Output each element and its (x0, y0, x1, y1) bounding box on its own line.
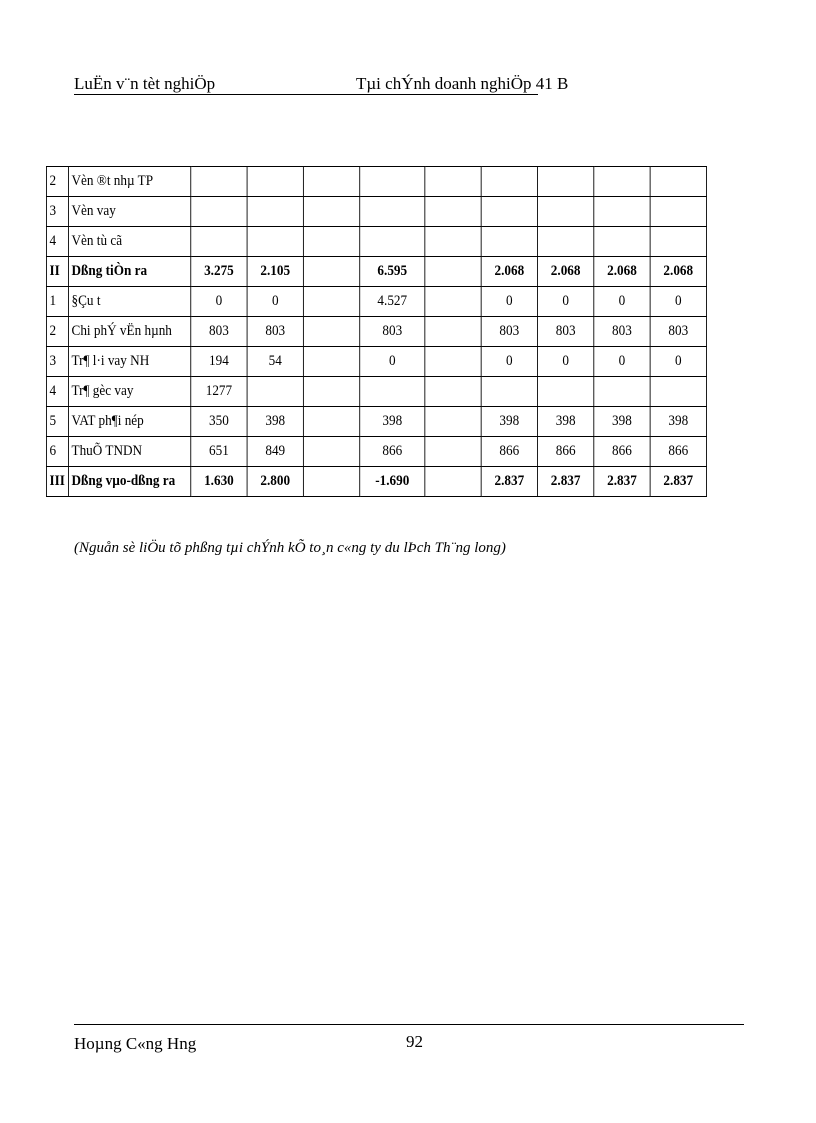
value-cell (650, 197, 706, 227)
value-cell: 803 (537, 317, 593, 347)
value-cell: 2.105 (247, 257, 303, 287)
value-cell (425, 407, 481, 437)
row-item-cell: ThuÕ TNDN (68, 437, 190, 467)
row-number-cell: 6 (46, 437, 68, 467)
value-cell (594, 227, 650, 257)
value-cell: 0 (537, 347, 593, 377)
value-cell (537, 167, 593, 197)
table-row (46, 317, 706, 347)
value-cell (425, 377, 481, 407)
table-row (46, 227, 706, 257)
value-cell: 350 (191, 407, 247, 437)
value-cell (303, 347, 359, 377)
table-row (46, 347, 706, 377)
row-item-cell: §Çu t (68, 287, 190, 317)
value-cell: 398 (594, 407, 650, 437)
value-cell (247, 227, 303, 257)
value-cell (425, 467, 481, 497)
value-cell: 6.595 (360, 257, 425, 287)
value-cell (481, 227, 537, 257)
value-cell: 1.630 (191, 467, 247, 497)
value-cell: 651 (191, 437, 247, 467)
value-cell: 866 (360, 437, 425, 467)
row-item-cell: Chi phÝ vËn hµnh (68, 317, 190, 347)
value-cell (425, 347, 481, 377)
value-cell: 398 (360, 407, 425, 437)
table-row (46, 437, 706, 467)
value-cell: 398 (650, 407, 706, 437)
row-number-cell: 4 (46, 377, 68, 407)
value-cell: 0 (594, 347, 650, 377)
row-number-cell: 3 (46, 197, 68, 227)
value-cell: 2.837 (594, 467, 650, 497)
value-cell (247, 167, 303, 197)
value-cell (481, 197, 537, 227)
value-cell: 0 (481, 347, 537, 377)
value-cell (650, 377, 706, 407)
value-cell: 0 (650, 287, 706, 317)
row-item-cell: Vèn tù cã (68, 227, 190, 257)
value-cell: 2.068 (537, 257, 593, 287)
table-row (46, 377, 706, 407)
value-cell (594, 197, 650, 227)
value-cell (191, 167, 247, 197)
value-cell (594, 167, 650, 197)
value-cell: 2.068 (594, 257, 650, 287)
row-item-cell: Dßng vµo-dßng ra (68, 467, 190, 497)
value-cell: 398 (481, 407, 537, 437)
value-cell: 2.837 (650, 467, 706, 497)
value-cell (360, 197, 425, 227)
value-cell: 2.837 (481, 467, 537, 497)
value-cell: 0 (650, 347, 706, 377)
value-cell (425, 317, 481, 347)
value-cell: 4.527 (360, 287, 425, 317)
table-body (46, 167, 706, 497)
value-cell (303, 227, 359, 257)
value-cell (247, 197, 303, 227)
row-number-cell: 2 (46, 167, 68, 197)
value-cell (303, 437, 359, 467)
value-cell (650, 227, 706, 257)
footer-rule (74, 1024, 744, 1025)
value-cell (303, 467, 359, 497)
value-cell (481, 377, 537, 407)
value-cell (360, 377, 425, 407)
row-number-cell: 1 (46, 287, 68, 317)
value-cell: 194 (191, 347, 247, 377)
value-cell: 0 (594, 287, 650, 317)
table-row (46, 287, 706, 317)
value-cell: 1277 (191, 377, 247, 407)
source-note: (Nguån sè liÖu tõ phßng tµi chÝnh kÕ to¸n c«ng ty du lÞch Th¨ng long) (74, 540, 506, 556)
row-number-cell: 4 (46, 227, 68, 257)
row-item-cell: Dßng tiÒn ra (68, 257, 190, 287)
value-cell (303, 377, 359, 407)
value-cell: 3.275 (191, 257, 247, 287)
value-cell: 803 (360, 317, 425, 347)
value-cell: 803 (594, 317, 650, 347)
value-cell (191, 227, 247, 257)
value-cell (360, 227, 425, 257)
value-cell: 803 (247, 317, 303, 347)
value-cell: 2.068 (650, 257, 706, 287)
value-cell: 866 (594, 437, 650, 467)
row-number-cell: 3 (46, 347, 68, 377)
value-cell (425, 287, 481, 317)
value-cell (537, 227, 593, 257)
value-cell: -1.690 (360, 467, 425, 497)
value-cell (191, 197, 247, 227)
table-row (46, 467, 706, 497)
row-item-cell: VAT ph¶i nép (68, 407, 190, 437)
row-number-cell: III (46, 467, 68, 497)
value-cell: 0 (481, 287, 537, 317)
table-row (46, 257, 706, 287)
value-cell: 866 (481, 437, 537, 467)
value-cell: 866 (537, 437, 593, 467)
value-cell (425, 437, 481, 467)
cash-flow-table (46, 166, 707, 497)
value-cell (650, 167, 706, 197)
value-cell (303, 257, 359, 287)
value-cell: 398 (537, 407, 593, 437)
value-cell (425, 167, 481, 197)
value-cell (425, 257, 481, 287)
value-cell: 803 (650, 317, 706, 347)
header-right-title: Tµi chÝnh doanh nghiÖp 41 B (356, 74, 569, 93)
value-cell: 2.837 (537, 467, 593, 497)
value-cell (537, 197, 593, 227)
value-cell: 2.800 (247, 467, 303, 497)
value-cell (594, 377, 650, 407)
value-cell: 0 (537, 287, 593, 317)
value-cell (481, 167, 537, 197)
row-item-cell: Tr¶ l·i vay NH (68, 347, 190, 377)
value-cell: 803 (191, 317, 247, 347)
value-cell (360, 167, 425, 197)
value-cell: 803 (481, 317, 537, 347)
value-cell: 849 (247, 437, 303, 467)
value-cell: 0 (191, 287, 247, 317)
value-cell (303, 287, 359, 317)
row-item-cell: Vèn ®t nhµ TP (68, 167, 190, 197)
footer-author: Hoµng C«ng Hng (74, 1034, 197, 1053)
header-left-title: LuËn v¨n tèt nghiÖp (74, 74, 216, 93)
row-number-cell: II (46, 257, 68, 287)
table-row (46, 197, 706, 227)
row-item-cell: Tr¶ gèc vay (68, 377, 190, 407)
table-row (46, 167, 706, 197)
value-cell (303, 317, 359, 347)
value-cell (303, 407, 359, 437)
value-cell: 0 (247, 287, 303, 317)
value-cell: 866 (650, 437, 706, 467)
row-number-cell: 2 (46, 317, 68, 347)
value-cell (425, 197, 481, 227)
page-number: 92 (406, 1032, 423, 1051)
value-cell: 0 (360, 347, 425, 377)
row-number-cell: 5 (46, 407, 68, 437)
value-cell (537, 377, 593, 407)
value-cell (303, 197, 359, 227)
table-row (46, 407, 706, 437)
value-cell: 2.068 (481, 257, 537, 287)
value-cell: 54 (247, 347, 303, 377)
header-rule (74, 94, 538, 95)
value-cell (247, 377, 303, 407)
value-cell (425, 227, 481, 257)
value-cell: 398 (247, 407, 303, 437)
row-item-cell: Vèn vay (68, 197, 190, 227)
value-cell (303, 167, 359, 197)
